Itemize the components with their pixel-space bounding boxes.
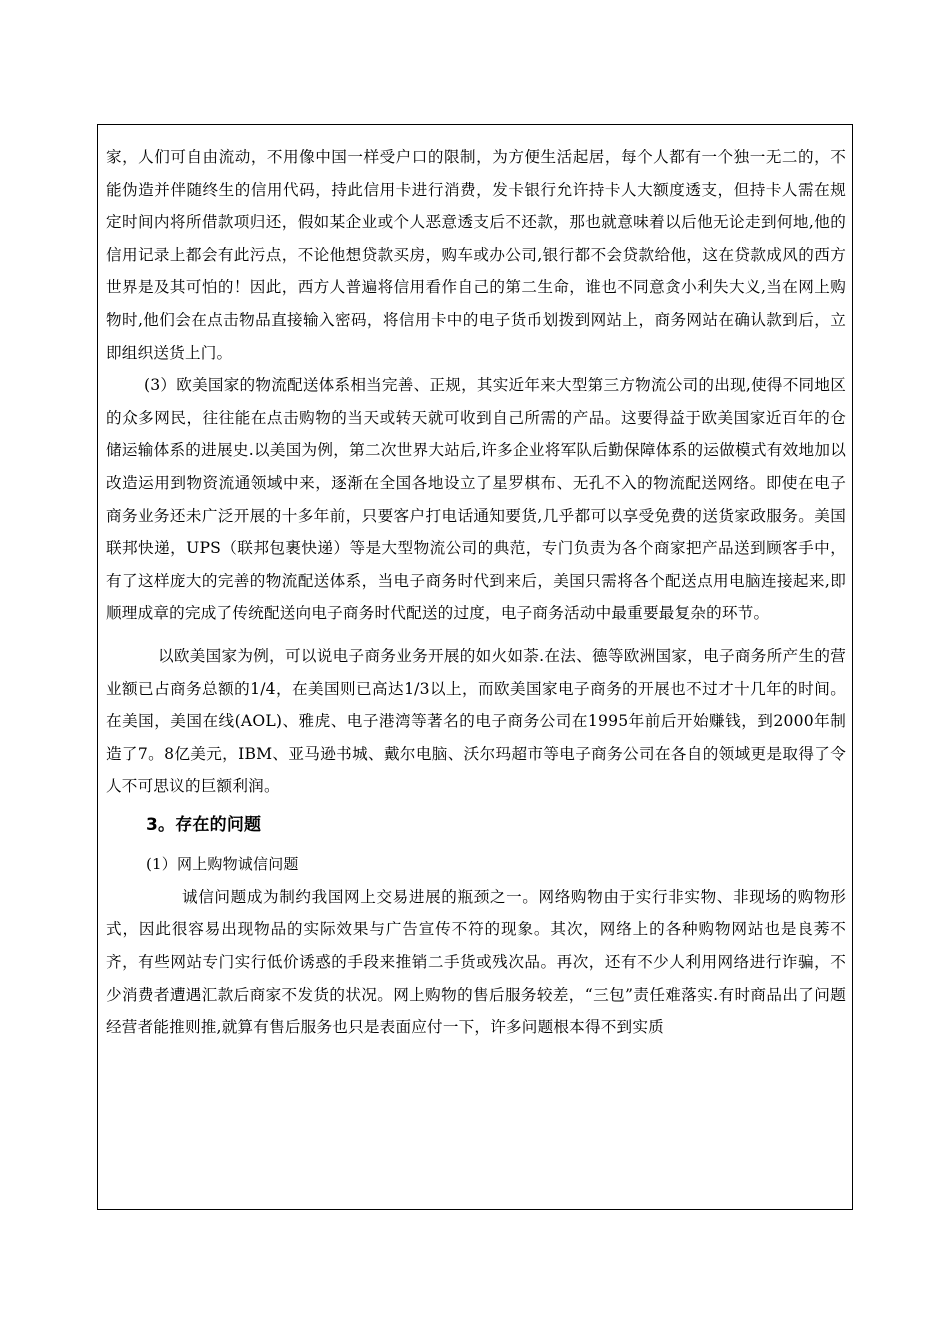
document-frame xyxy=(97,124,853,1210)
paragraph-integrity-issue: 诚信问题成为制约我国网上交易进展的瓶颈之一。网络购物由于实行非实物、非现场的购物形式，因此很容易出现物品的实际效果与广告宣传不符的现象。其次，网络上的各种购物网站也是良莠不齐，有些网站专门实行低价诱惑的手段来推销二手货或残次品。再次，还有不少人利用网络进行诈骗，不少消费者遭遇汇款后商家不发货的状况。网上购物的售后服务较差，“三包”责任难落实.有时商品出了问题经营者能推则推,就算有售后服务也只是表面应付一下，许多问题根本得不到实质 xyxy=(106,887,846,1037)
paragraph-logistics: (3）欧美国家的物流配送体系相当完善、正规，其实近年来大型第三方物流公司的出现,使得不同地区的众多网民，往往能在点击购物的当天或转天就可收到自己所需的产品。这要得益于欧美国家近百年的仓储运输体系的进展史.以美国为例，第二次世界大站后,许多企业将军队后勤保障体系的运做模式有效地加以改造运用到物资流通领域中来，逐渐在全国各地设立了星罗棋布、无孔不入的物流配送网络。即使在电子商务业务还未广泛开展的十多年前，只要客户打电话通知要货,几乎都可以享受免费的送货家政服务。美国联邦快递，UPS（联邦包裹快递）等是大型物流公司的典范，专门负责为各个商家把产品送到顾客手中，有了这样庞大的完善的物流配送体系，当电子商务时代到来后，美国只需将各个配送点用电脑连接起来,即顺理成章的完成了传统配送向电子商务时代配送的过度，电子商务活动中最重要最复杂的环节。 xyxy=(106,376,846,623)
subsection-heading: (1）网上购物诚信问题 xyxy=(146,854,299,873)
document-body xyxy=(106,141,846,1044)
section-heading: 3。存在的问题 xyxy=(146,814,262,835)
paragraph-credit-system: 家，人们可自由流动，不用像中国一样受户口的限制，为方便生活起居，每个人都有一个独一无二的，不能伪造并伴随终生的信用代码，持此信用卡进行消费，发卡银行允许持卡人大额度透支，但持卡人需在规定时间内将所借款项归还，假如某企业或个人恶意透支后不还款，那也就意味着以后他无论走到何地,他的信用记录上都会有此污点，不论他想贷款买房，购车或办公司,银行都不会贷款给他，这在贷款成风的西方世界是及其可怕的！因此，西方人普遍将信用看作自己的第二生命，谁也不同意贪小利失大义,当在网上购物时,他们会在点击物品直接输入密码，将信用卡中的电子货币划拨到网站上，商务网站在确认款到后，立即组织送货上门。 xyxy=(106,148,846,362)
paragraph-ecommerce-examples: 以欧美国家为例，可以说电子商务业务开展的如火如荼.在法、德等欧洲国家，电子商务所产生的营业额已占商务总额的1/4，在美国则已高达1/3以上，而欧美国家电子商务的开展也不过才十几年的时间。在美国，美国在线(AOL)、雅虎、电子港湾等著名的电子商务公司在1995年前后开始赚钱，到2000年制造了7。8亿美元，IBM、亚马逊书城、戴尔电脑、沃尔玛超市等电子商务公司在各自的领域更是取得了令人不可思议的巨额利润。 xyxy=(106,646,846,796)
